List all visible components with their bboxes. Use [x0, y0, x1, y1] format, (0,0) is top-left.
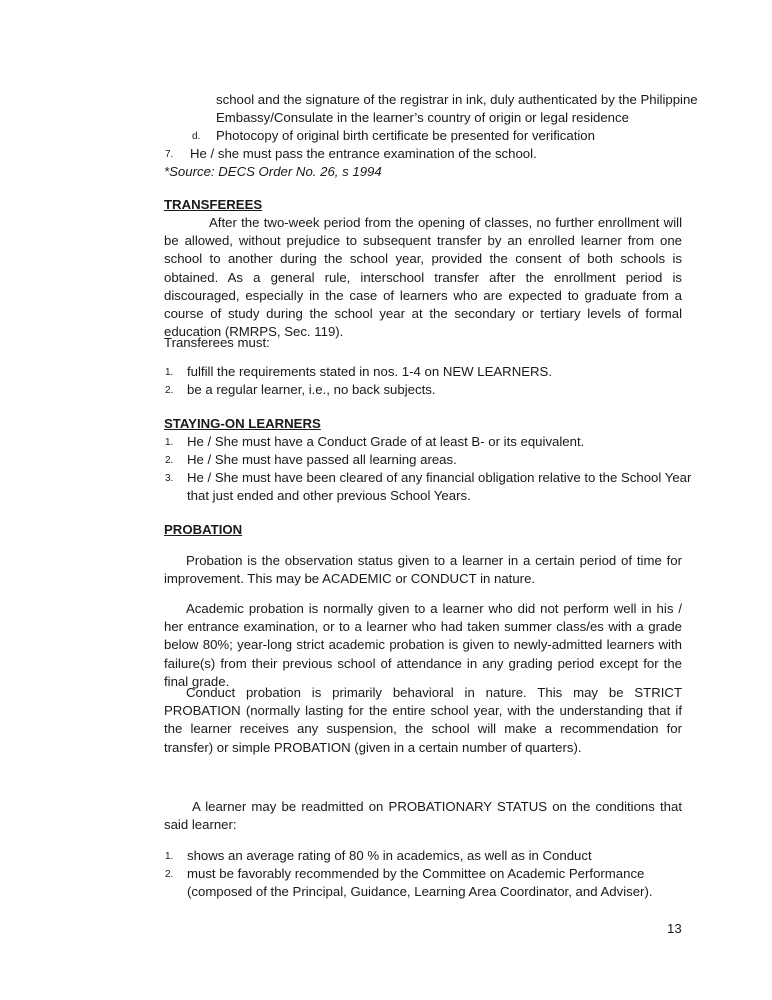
page-number: 13 — [667, 921, 682, 936]
section-heading-probation: PROBATION — [164, 522, 243, 537]
probation-item-2: must be favorably recommended by the Committee on Academic Performance — [187, 866, 645, 881]
list-marker-d: d. — [192, 131, 201, 142]
list-continuation-line-1: school and the signature of the registrar in ink, duly authenticated by the Philippine — [216, 92, 698, 107]
transferees-item-2: be a regular learner, i.e., no back subjects. — [187, 382, 436, 397]
staying-on-marker-3: 3. — [165, 473, 174, 484]
probation-item-2-cont: (composed of the Principal, Guidance, Learning Area Coordinator, and Adviser). — [187, 884, 653, 899]
section-heading-staying-on: STAYING-ON LEARNERS — [164, 416, 321, 431]
staying-on-item-3-cont: that just ended and other previous School Years. — [187, 488, 471, 503]
staying-on-marker-1: 1. — [165, 437, 174, 448]
transferees-intro: Transferees must: — [164, 335, 270, 350]
staying-on-item-2: He / She must have passed all learning areas. — [187, 452, 457, 467]
list-continuation-line-2: Embassy/Consulate in the learner’s country of origin or legal residence — [216, 110, 629, 125]
transferees-marker-2: 2. — [165, 385, 174, 396]
list-item-7: He / she must pass the entrance examination of the school. — [190, 146, 537, 161]
transferees-paragraph: After the two-week period from the opening of classes, no further enrollment will be allowed, without prejudice to subsequent transfer by an enrolled learner from one school to another during the school year, provided the consent of both schools is obtained. As a general rule, interschool transfer after the enrollment period is discouraged, especially in the case of learners who are expected to graduate from a course of study during the school year at the secondary or tertiary levels of formal education (RMRPS, Sec. 119). — [164, 215, 682, 340]
list-item-d: Photocopy of original birth certificate be presented for verification — [216, 128, 595, 143]
transferees-marker-1: 1. — [165, 367, 174, 378]
probation-marker-1: 1. — [165, 851, 174, 862]
staying-on-item-1: He / She must have a Conduct Grade of at least B- or its equivalent. — [187, 434, 585, 449]
probation-paragraph-4: A learner may be readmitted on PROBATIONARY STATUS on the conditions that said learner: — [164, 799, 682, 833]
staying-on-item-3: He / She must have been cleared of any financial obligation relative to the School Year — [187, 470, 692, 485]
section-heading-transferees: TRANSFEREES — [164, 197, 263, 212]
source-citation: *Source: DECS Order No. 26, s 1994 — [164, 164, 382, 179]
list-marker-7: 7. — [165, 149, 174, 160]
probation-paragraph-1: Probation is the observation status given to a learner in a certain period of time for improvement. This may be ACADEMIC or CONDUCT in nature. — [164, 553, 682, 587]
probation-item-1: shows an average rating of 80 % in academics, as well as in Conduct — [187, 848, 592, 863]
probation-marker-2: 2. — [165, 869, 174, 880]
staying-on-marker-2: 2. — [165, 455, 174, 466]
transferees-item-1: fulfill the requirements stated in nos. 1-4 on NEW LEARNERS. — [187, 364, 553, 379]
probation-paragraph-3: Conduct probation is primarily behavioral in nature. This may be STRICT PROBATION (normally lasting for the entire school year, with the understanding that if the learner receives any suspension, the school will make a recommendation for transfer) or simple PROBATION (given in a certain number of quarters). — [164, 685, 682, 755]
probation-paragraph-2: Academic probation is normally given to a learner who did not perform well in his / her entrance examination, or to a learner who had taken summer class/es with a grade below 80%; year-long strict academic probation is given to newly-admitted learners with failure(s) from their previous school of attendance in any grading period except for the final grade. — [164, 601, 682, 689]
